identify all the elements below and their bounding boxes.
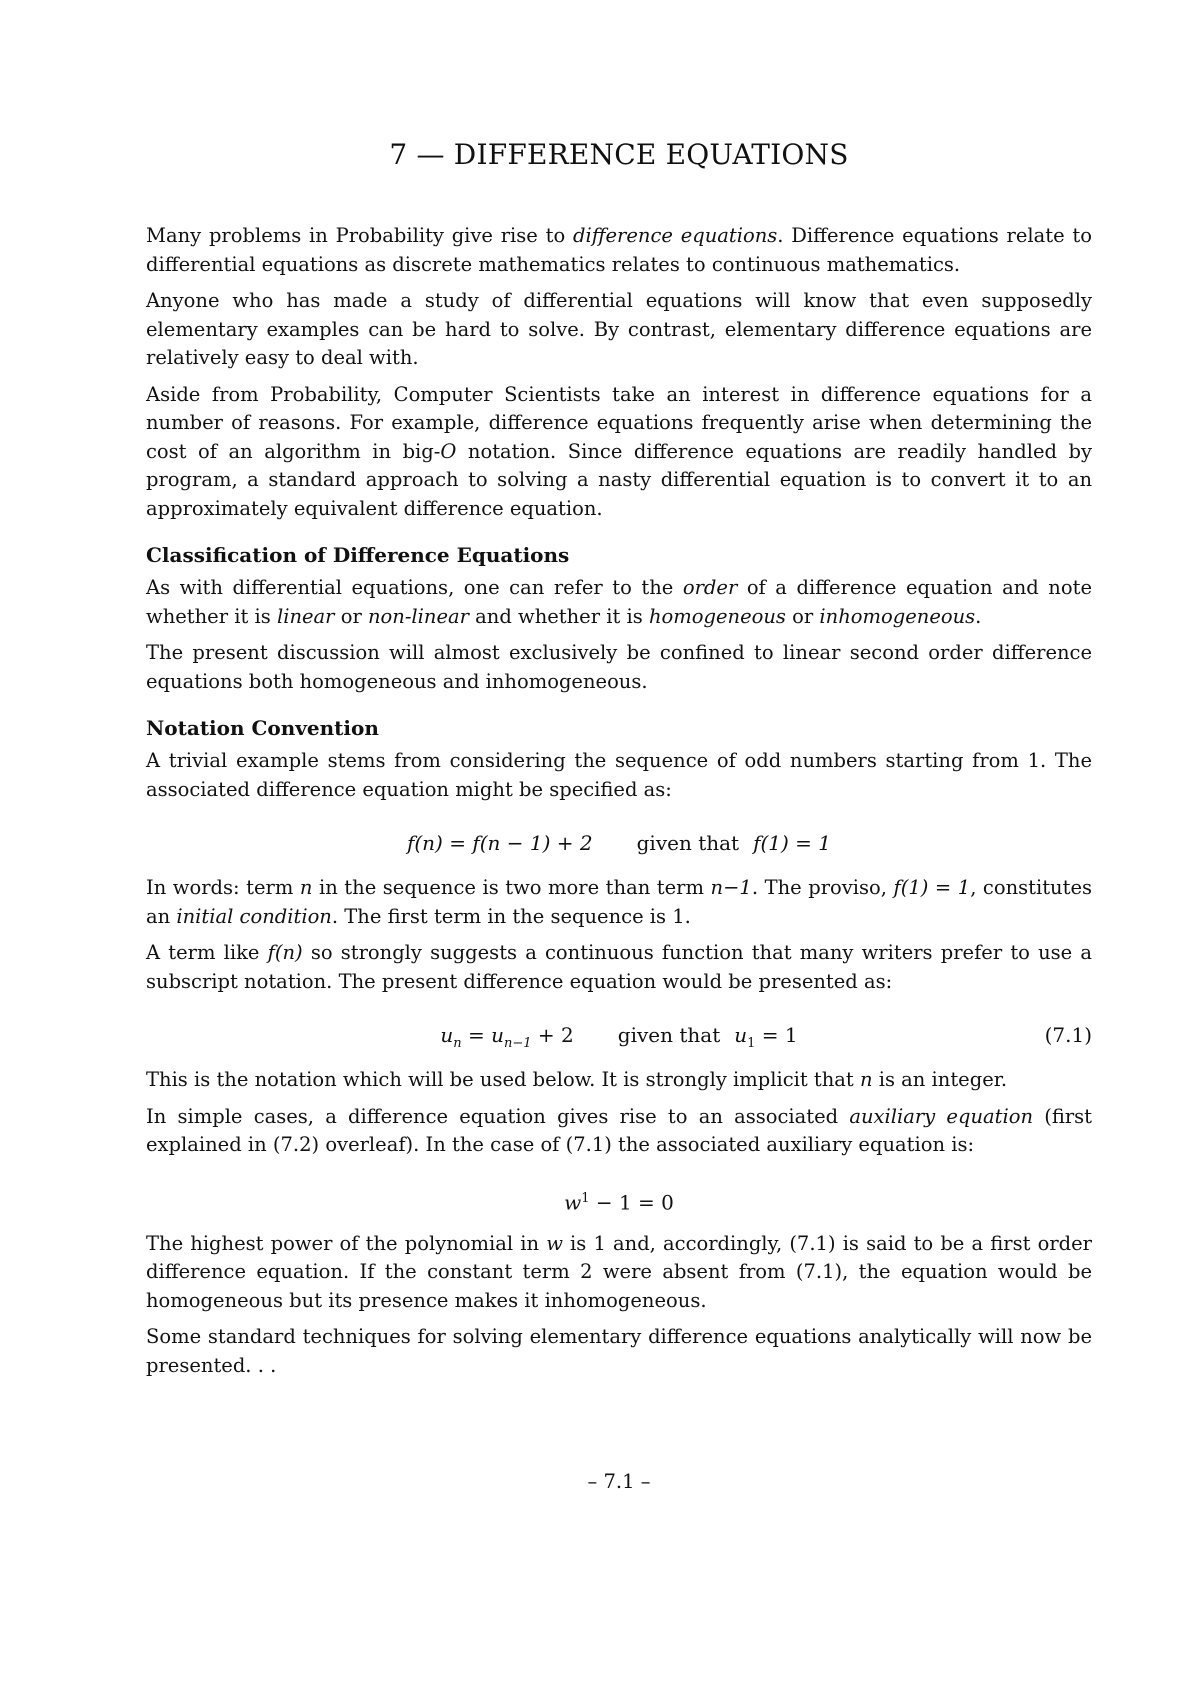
section-heading-notation: Notation Convention [146,716,379,740]
section-heading-classification: Classification of Difference Equations [146,543,570,567]
emphasis-difference-equations: difference equations [572,224,778,247]
equation-auxiliary: $w^1 - 1 = 0$ [564,1190,674,1215]
notation-paragraph-7: Some standard techniques for solving elementary difference equations analytically will now be presented. . . [146,1325,1092,1377]
equation-f-of-n: f(n) = f(n − 1) + 2 given that f(1) = 1 [406,831,832,855]
intro-paragraph-1: Many problems in Probability give rise to difference equations. Difference equations relate to differential equations as discrete mathematics relates to continuous mathematics. [146,224,1092,276]
intro-paragraph-2: Anyone who has made a study of differential equations will know that even supposedly elementary examples can be hard to solve. By contrast, elementary difference equations are relatively easy to deal with. [146,289,1092,369]
page-number: – 7.1 – [587,1470,651,1493]
notation-paragraph-3: A term like f(n) so strongly suggests a continuous function that many writers prefer to use a subscript notation. The present difference equation would be presented as: [146,941,1093,993]
notation-paragraph-4: This is the notation which will be used below. It is strongly implicit that n is an integer. [146,1068,1008,1091]
notation-paragraph-2: In words: term n in the sequence is two more than term n−1. The proviso, f(1) = 1, constitutes an initial condition. The first term in the sequence is 1. [146,876,1093,928]
chapter-title: 7 — DIFFERENCE EQUATIONS [389,138,849,171]
notation-paragraph-1: A trivial example stems from considering the sequence of odd numbers starting from 1. The associated difference equation might be specified as: [146,749,1092,801]
intro-paragraph-3: Aside from Probability, Computer Scientists take an interest in difference equations for a number of reasons. For example, difference equations frequently arise when determining the cost of an algorithm in big-O notation. Since difference equations are readily handled by program, a standard approach to solving a nasty differential equation is to convert it to an approximately equivalent difference equation. [146,382,1092,520]
classification-paragraph-1: As with differential equations, one can refer to the order of a difference equation and note whether it is linear or non-linear and whether it is homogeneous or inhomogeneous. [146,576,1092,628]
notation-paragraph-5: In simple cases, a difference equation gives rise to an associated auxiliary equation (first explained in (7.2) overleaf). In the case of (7.1) the associated auxiliary equation is: [146,1104,1092,1156]
notation-paragraph-6: The highest power of the polynomial in w is 1 and, accordingly, (7.1) is said to be a first order difference equation. If the constant term 2 were absent from (7.1), the equation would be homogeneous but its presence makes it inhomogeneous. [146,1231,1092,1312]
equation-7-1: $u_n = u_{n-1} + 2$ given that $u_1 = 1$ (7.1) [146,1004,1092,1066]
classification-paragraph-2: The present discussion will almost exclusively be confined to linear second order difference equations both homogeneous and inhomogeneous. [146,641,1092,693]
equation-number: (7.1) [1044,1023,1092,1047]
body-flow [146,222,1092,1388]
